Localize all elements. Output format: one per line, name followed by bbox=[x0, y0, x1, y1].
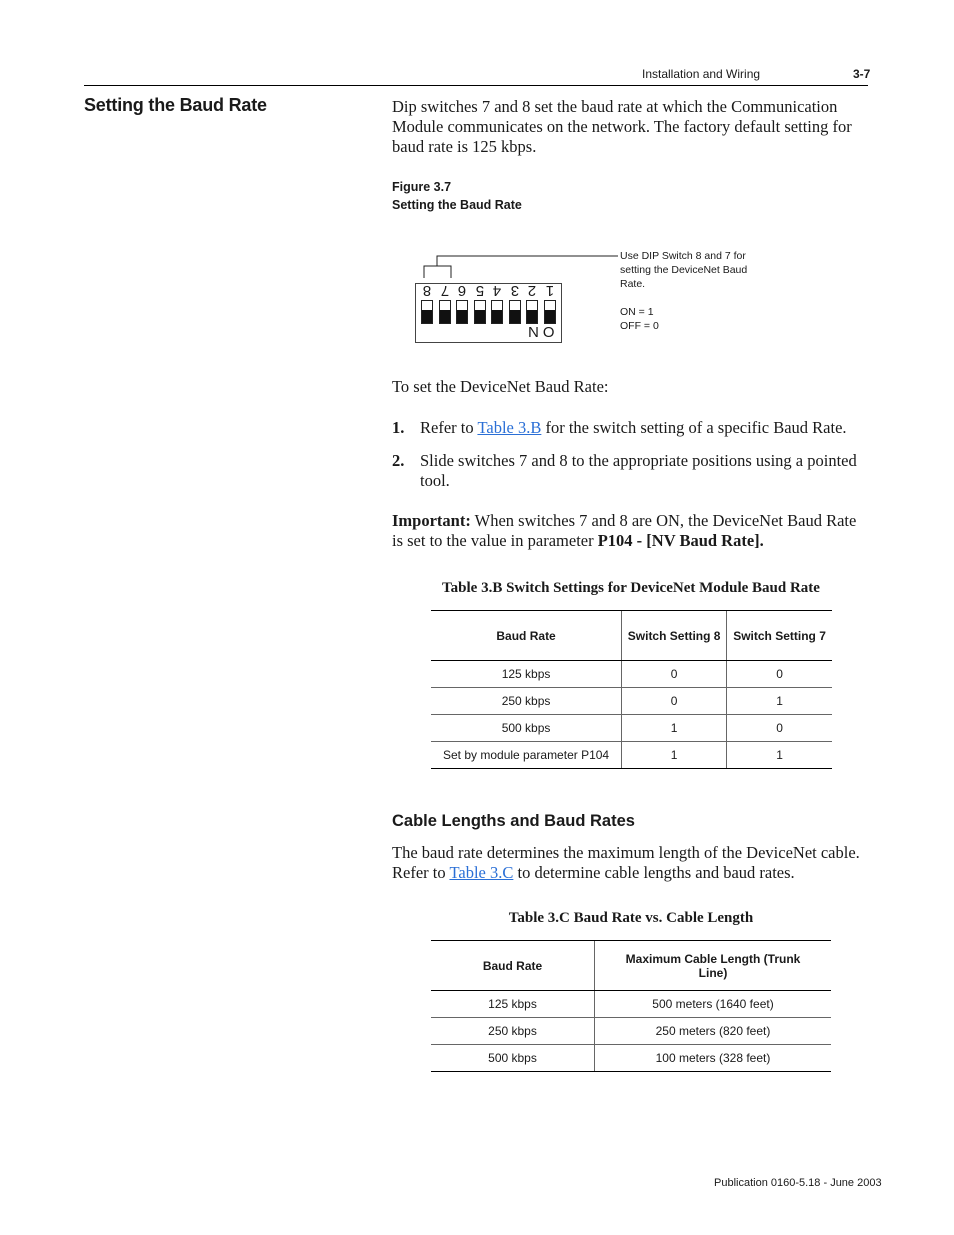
table-cell: 100 meters (328 feet) bbox=[595, 1045, 832, 1072]
step-2-text: Slide switches 7 and 8 to the appropriate positions using a pointed tool. bbox=[420, 451, 857, 490]
figure-number: Figure 3.7 bbox=[392, 180, 452, 194]
cable-post: to determine cable lengths and baud rates. bbox=[513, 863, 795, 882]
dip-switch bbox=[439, 300, 451, 324]
dip-switch bbox=[526, 300, 538, 324]
table-b-caption: Table 3.B Switch Settings for DeviceNet Module Baud Rate bbox=[442, 580, 820, 596]
page-number: 3-7 bbox=[853, 67, 871, 81]
step-1-pre: Refer to bbox=[420, 418, 478, 437]
switch-number: 8 bbox=[422, 282, 432, 299]
table-cell: 0 bbox=[727, 661, 832, 688]
table-3b-link[interactable]: Table 3.B bbox=[477, 418, 542, 437]
table-b bbox=[431, 610, 832, 769]
table-cell: 125 kbps bbox=[431, 661, 622, 688]
important-param: P104 - [NV Baud Rate]. bbox=[597, 531, 764, 550]
important-note bbox=[392, 511, 862, 551]
table-row bbox=[431, 661, 832, 688]
table-cell: 1 bbox=[727, 688, 832, 715]
table-c bbox=[431, 940, 831, 1072]
publication-footer: Publication 0160-5.18 - June 2003 bbox=[714, 1177, 882, 1189]
dip-switch bbox=[421, 300, 433, 324]
table-cell: 0 bbox=[727, 715, 832, 742]
column-header: Baud Rate bbox=[431, 611, 622, 661]
table-cell: Set by module parameter P104 bbox=[431, 742, 622, 769]
table-cell: 250 kbps bbox=[431, 688, 622, 715]
table-c-caption: Table 3.C Baud Rate vs. Cable Length bbox=[508, 910, 754, 926]
table-row bbox=[431, 1018, 831, 1045]
section-heading: Setting the Baud Rate bbox=[84, 95, 267, 115]
table-row bbox=[431, 688, 832, 715]
column-header: Switch Setting 8 bbox=[622, 611, 727, 661]
switch-number: 4 bbox=[492, 282, 502, 299]
off-value-note: OFF = 0 bbox=[620, 320, 659, 332]
table-row bbox=[431, 1045, 831, 1072]
table-row bbox=[431, 991, 831, 1018]
column-header: Baud Rate bbox=[431, 941, 595, 991]
switch-number: 5 bbox=[475, 282, 484, 299]
table-row bbox=[431, 742, 832, 769]
column-header: Maximum Cable Length (Trunk Line) bbox=[595, 941, 832, 991]
steps-intro: To set the DeviceNet Baud Rate: bbox=[392, 377, 609, 396]
table-cell: 250 kbps bbox=[431, 1018, 595, 1045]
table-row bbox=[431, 715, 832, 742]
intro-paragraph: Dip switches 7 and 8 set the baud rate at which the Communication Module communicates on the network. The factory default setting for baud rate is 125 kbps. bbox=[392, 97, 852, 156]
switch-number: 1 bbox=[545, 282, 554, 299]
figure-note: Use DIP Switch 8 and 7 for setting the DeviceNet Baud Rate. bbox=[620, 250, 748, 290]
cable-pre: The baud rate determines the maximum length of the DeviceNet cable. Refer to bbox=[392, 843, 860, 882]
step-1-post: for the switch setting of a specific Baud Rate. bbox=[541, 418, 847, 437]
switch-number: 6 bbox=[457, 282, 467, 299]
table-cell: 1 bbox=[727, 742, 832, 769]
table-cell: 500 kbps bbox=[431, 715, 622, 742]
cable-paragraph bbox=[392, 843, 862, 883]
table-3c-link[interactable]: Table 3.C bbox=[449, 863, 514, 882]
figure-title: Setting the Baud Rate bbox=[392, 198, 522, 212]
important-text: When switches 7 and 8 are ON, the DeviceNet Baud Rate is set to the value in parameter bbox=[392, 511, 857, 550]
step-number: 1. bbox=[392, 418, 405, 437]
column-header: Switch Setting 7 bbox=[727, 611, 832, 661]
table-cell: 0 bbox=[622, 688, 727, 715]
table-cell: 250 meters (820 feet) bbox=[595, 1018, 832, 1045]
table-cell: 500 meters (1640 feet) bbox=[595, 991, 832, 1018]
table-cell: 1 bbox=[622, 742, 727, 769]
switch-number: 2 bbox=[527, 282, 537, 299]
table-cell: 125 kbps bbox=[431, 991, 595, 1018]
switch-number: 7 bbox=[440, 282, 449, 299]
on-label: ON bbox=[524, 323, 555, 340]
table-cell: 1 bbox=[622, 715, 727, 742]
table-cell: 500 kbps bbox=[431, 1045, 595, 1072]
dip-switch bbox=[509, 300, 521, 324]
on-value-note: ON = 1 bbox=[620, 306, 654, 318]
dip-switch bbox=[544, 300, 556, 324]
subsection-heading: Cable Lengths and Baud Rates bbox=[392, 812, 635, 830]
dip-switch bbox=[474, 300, 486, 324]
dip-switch bbox=[491, 300, 503, 324]
step-number: 2. bbox=[392, 451, 405, 470]
switch-number: 3 bbox=[510, 282, 519, 299]
dip-switch bbox=[456, 300, 468, 324]
step-1-text bbox=[420, 418, 880, 438]
running-header-section: Installation and Wiring bbox=[642, 67, 761, 81]
important-label: Important: bbox=[392, 511, 471, 530]
table-cell: 0 bbox=[622, 661, 727, 688]
